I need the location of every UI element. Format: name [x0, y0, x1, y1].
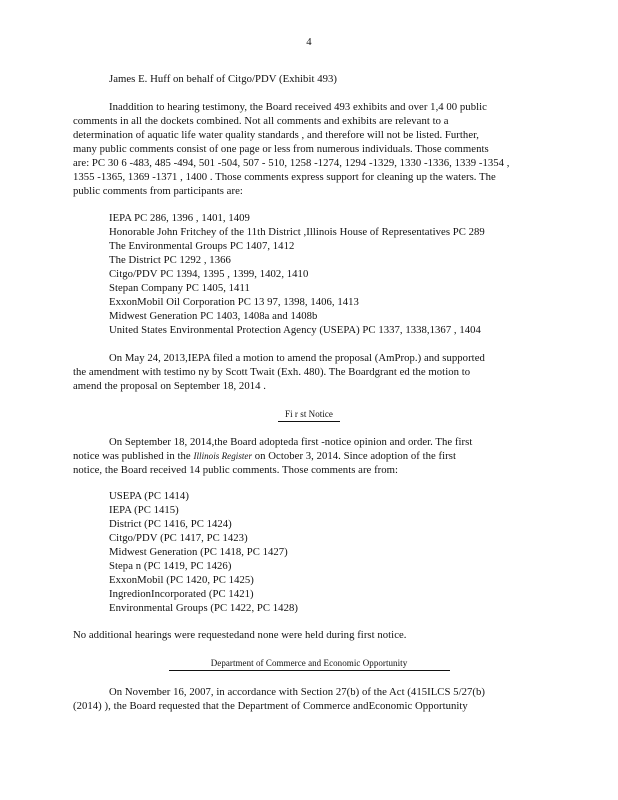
intro-line-text: James E. Huff on behalf of Citgo/PDV (Exhibit 493) [109, 73, 338, 85]
list-item: ExxonMobil Oil Corporation PC 13 97, 1398, 1406, 1413 [109, 296, 359, 308]
paragraph-line: 1355 -1365, 1369 -1371 , 1400 . Those comments express support for cleaning up the waters. The [73, 171, 496, 183]
paragraph-line: (2014) ), the Board requested that the Department of Commerce andEconomic Opportunity [73, 700, 468, 712]
heading-text: Department of Commerce and Economic Opportunity [169, 657, 450, 671]
list-item: ExxonMobil (PC 1420, PC 1425) [109, 574, 254, 586]
page-number: 4 [306, 36, 312, 48]
list-item: United States Environmental Protection Agency (USEPA) PC 1337, 1338,1367 , 1404 [109, 324, 481, 336]
paragraph-amendment [73, 351, 536, 393]
list-item: Honorable John Fritchey of the 11th District ,Illinois House of Representatives PC 289 [109, 226, 485, 238]
paragraph-dceo [73, 685, 536, 713]
list-item: District (PC 1416, PC 1424) [109, 518, 232, 530]
heading-text: Fi r st Notice [278, 408, 340, 422]
list-item: Stepan Company PC 1405, 1411 [109, 282, 250, 294]
paragraph-line: On September 18, 2014,the Board adopteda first -notice opinion and order. The first [109, 436, 473, 448]
paragraph-line: many public comments consist of one page or less from numerous individuals. Those comments [73, 143, 489, 155]
list-item: USEPA (PC 1414) [109, 490, 189, 502]
list-item: The District PC 1292 , 1366 [109, 254, 231, 266]
list-item: IEPA (PC 1415) [109, 504, 179, 516]
paragraph-line: public comments from participants are: [73, 185, 243, 197]
list-item: The Environmental Groups PC 1407, 1412 [109, 240, 295, 252]
section-heading-dceo [0, 657, 618, 671]
paragraph-line: No additional hearings were requestedand none were held during first notice. [73, 629, 407, 641]
list-item: IEPA PC 286, 1396 , 1401, 1409 [109, 212, 250, 224]
list-item: Stepa n (PC 1419, PC 1426) [109, 560, 232, 572]
intro-line [73, 72, 536, 86]
paragraph-line: the amendment with testimo ny by Scott Twait (Exh. 480). The Boardgrant ed the motion to [73, 366, 471, 378]
list-item: Midwest Generation (PC 1418, PC 1427) [109, 546, 288, 558]
text-segment: on October 3, 2014. Since adoption of the first [252, 450, 456, 462]
participants-list [73, 211, 536, 337]
publication-name: Illinois Register [193, 451, 253, 461]
text-segment: notice was published in the [73, 450, 194, 462]
paragraph-line: determination of aquatic life water quality standards , and therefore will not be listed. Further, [73, 129, 480, 141]
list-item: Environmental Groups (PC 1422, PC 1428) [109, 602, 298, 614]
paragraph-line: notice, the Board received 14 public comments. Those comments are from: [73, 464, 399, 476]
no-hearings-line [73, 628, 536, 642]
paragraph-comments [73, 100, 536, 198]
paragraph-line: Inaddition to hearing testimony, the Board received 493 exhibits and over 1,4 00 public [109, 101, 487, 113]
paragraph-line [73, 449, 536, 463]
paragraph-line: amend the proposal on September 18, 2014 . [73, 380, 266, 392]
list-item: IngredionIncorporated (PC 1421) [109, 588, 254, 600]
commenters-list [73, 489, 536, 615]
list-item: Citgo/PDV (PC 1417, PC 1423) [109, 532, 248, 544]
list-item: Citgo/PDV PC 1394, 1395 , 1399, 1402, 1410 [109, 268, 309, 280]
paragraph-line: are: PC 30 6 -483, 485 -494, 501 -504, 507 - 510, 1258 -1274, 1294 -1329, 1330 -1336, 1339 -1354 , [73, 157, 510, 169]
paragraph-line: comments in all the dockets combined. Not all comments and exhibits are relevant to a [73, 115, 449, 127]
section-heading-first-notice [0, 408, 618, 422]
paragraph-first-notice [73, 435, 536, 477]
paragraph-line: On November 16, 2007, in accordance with Section 27(b) of the Act (415ILCS 5/27(b) [109, 686, 485, 698]
paragraph-line: On May 24, 2013,IEPA filed a motion to amend the proposal (AmProp.) and supported [109, 352, 485, 364]
list-item: Midwest Generation PC 1403, 1408a and 1408b [109, 310, 318, 322]
